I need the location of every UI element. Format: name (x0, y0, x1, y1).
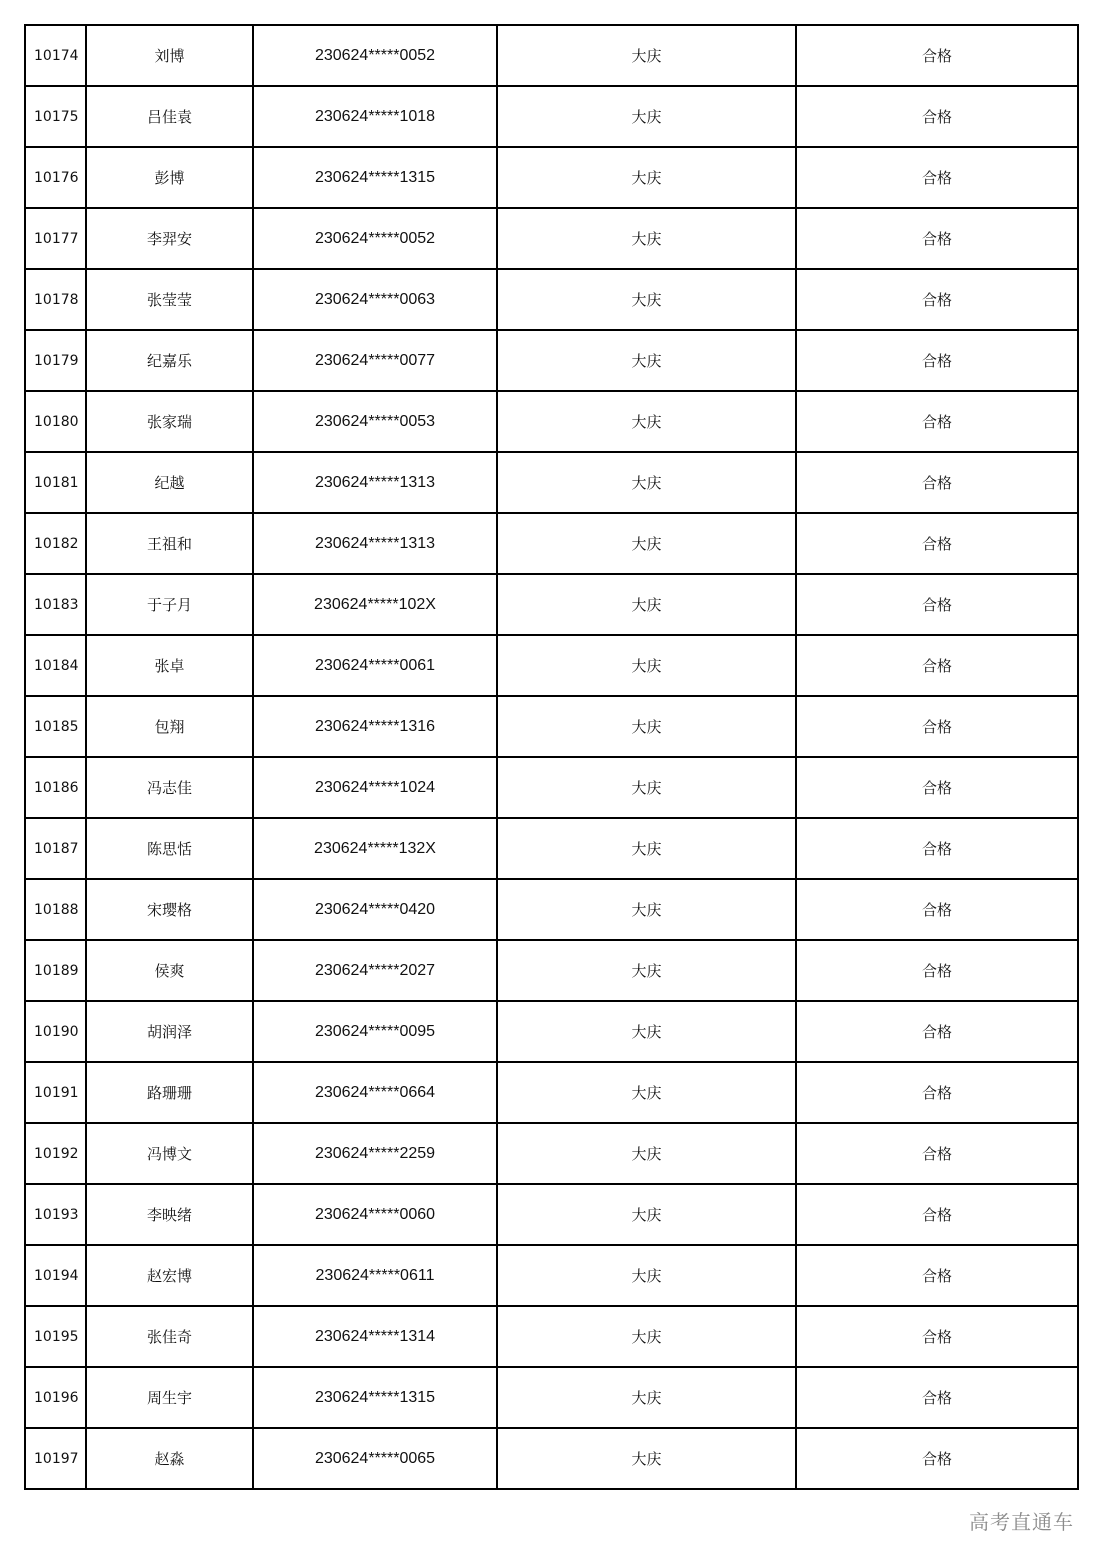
serial-number-cell: 10178 (25, 269, 86, 330)
city-cell: 大庆 (497, 940, 796, 1001)
serial-number-cell: 10185 (25, 696, 86, 757)
result-cell: 合格 (796, 757, 1078, 818)
results-table (24, 24, 1079, 1490)
id-number-cell: 230624*****0061 (253, 635, 497, 696)
result-cell: 合格 (796, 1001, 1078, 1062)
serial-number-cell: 10195 (25, 1306, 86, 1367)
city-cell: 大庆 (497, 757, 796, 818)
city-cell: 大庆 (497, 391, 796, 452)
city-cell: 大庆 (497, 1306, 796, 1367)
result-cell: 合格 (796, 1306, 1078, 1367)
result-cell: 合格 (796, 208, 1078, 269)
table-row (25, 391, 1078, 452)
id-number-cell: 230624*****2259 (253, 1123, 497, 1184)
name-cell: 张家瑞 (86, 391, 253, 452)
table-row (25, 147, 1078, 208)
result-cell: 合格 (796, 1123, 1078, 1184)
name-cell: 张莹莹 (86, 269, 253, 330)
result-cell: 合格 (796, 940, 1078, 1001)
name-cell: 陈思恬 (86, 818, 253, 879)
id-number-cell: 230624*****0065 (253, 1428, 497, 1489)
name-cell: 冯博文 (86, 1123, 253, 1184)
table-row (25, 635, 1078, 696)
city-cell: 大庆 (497, 1428, 796, 1489)
result-cell: 合格 (796, 391, 1078, 452)
serial-number-cell: 10188 (25, 879, 86, 940)
table-row (25, 208, 1078, 269)
name-cell: 冯志佳 (86, 757, 253, 818)
name-cell: 李羿安 (86, 208, 253, 269)
name-cell: 路珊珊 (86, 1062, 253, 1123)
id-number-cell: 230624*****1024 (253, 757, 497, 818)
name-cell: 赵淼 (86, 1428, 253, 1489)
id-number-cell: 230624*****132X (253, 818, 497, 879)
serial-number-cell: 10176 (25, 147, 86, 208)
serial-number-cell: 10190 (25, 1001, 86, 1062)
id-number-cell: 230624*****0420 (253, 879, 497, 940)
serial-number-cell: 10194 (25, 1245, 86, 1306)
result-cell: 合格 (796, 1062, 1078, 1123)
name-cell: 胡润泽 (86, 1001, 253, 1062)
city-cell: 大庆 (497, 452, 796, 513)
name-cell: 王祖和 (86, 513, 253, 574)
id-number-cell: 230624*****0063 (253, 269, 497, 330)
city-cell: 大庆 (497, 1001, 796, 1062)
table-row (25, 940, 1078, 1001)
id-number-cell: 230624*****1315 (253, 1367, 497, 1428)
id-number-cell: 230624*****0060 (253, 1184, 497, 1245)
id-number-cell: 230624*****0664 (253, 1062, 497, 1123)
serial-number-cell: 10192 (25, 1123, 86, 1184)
city-cell: 大庆 (497, 696, 796, 757)
table-row (25, 513, 1078, 574)
name-cell: 包翔 (86, 696, 253, 757)
result-cell: 合格 (796, 513, 1078, 574)
table-row (25, 269, 1078, 330)
city-cell: 大庆 (497, 208, 796, 269)
table-row (25, 86, 1078, 147)
city-cell: 大庆 (497, 269, 796, 330)
result-cell: 合格 (796, 330, 1078, 391)
table-row (25, 330, 1078, 391)
name-cell: 张佳奇 (86, 1306, 253, 1367)
city-cell: 大庆 (497, 147, 796, 208)
result-cell: 合格 (796, 635, 1078, 696)
id-number-cell: 230624*****1316 (253, 696, 497, 757)
table-row (25, 1062, 1078, 1123)
result-cell: 合格 (796, 86, 1078, 147)
id-number-cell: 230624*****2027 (253, 940, 497, 1001)
table-row (25, 696, 1078, 757)
table-row (25, 1306, 1078, 1367)
serial-number-cell: 10177 (25, 208, 86, 269)
table-row (25, 1001, 1078, 1062)
results-table-body (25, 25, 1078, 1489)
name-cell: 彭博 (86, 147, 253, 208)
city-cell: 大庆 (497, 1123, 796, 1184)
result-cell: 合格 (796, 1245, 1078, 1306)
serial-number-cell: 10197 (25, 1428, 86, 1489)
table-row (25, 1367, 1078, 1428)
watermark-text: 高考直通车 (969, 1510, 1074, 1534)
id-number-cell: 230624*****0052 (253, 25, 497, 86)
id-number-cell: 230624*****1313 (253, 513, 497, 574)
serial-number-cell: 10182 (25, 513, 86, 574)
id-number-cell: 230624*****102X (253, 574, 497, 635)
result-cell: 合格 (796, 818, 1078, 879)
name-cell: 纪嘉乐 (86, 330, 253, 391)
table-row (25, 452, 1078, 513)
result-cell: 合格 (796, 1428, 1078, 1489)
serial-number-cell: 10193 (25, 1184, 86, 1245)
serial-number-cell: 10174 (25, 25, 86, 86)
name-cell: 侯爽 (86, 940, 253, 1001)
id-number-cell: 230624*****0611 (253, 1245, 497, 1306)
id-number-cell: 230624*****0052 (253, 208, 497, 269)
result-cell: 合格 (796, 25, 1078, 86)
name-cell: 于子月 (86, 574, 253, 635)
serial-number-cell: 10186 (25, 757, 86, 818)
id-number-cell: 230624*****1313 (253, 452, 497, 513)
name-cell: 宋璎格 (86, 879, 253, 940)
name-cell: 吕佳袁 (86, 86, 253, 147)
result-cell: 合格 (796, 147, 1078, 208)
table-row (25, 818, 1078, 879)
serial-number-cell: 10181 (25, 452, 86, 513)
table-row (25, 1184, 1078, 1245)
serial-number-cell: 10183 (25, 574, 86, 635)
id-number-cell: 230624*****0095 (253, 1001, 497, 1062)
name-cell: 刘博 (86, 25, 253, 86)
city-cell: 大庆 (497, 513, 796, 574)
city-cell: 大庆 (497, 330, 796, 391)
id-number-cell: 230624*****1314 (253, 1306, 497, 1367)
table-row (25, 757, 1078, 818)
serial-number-cell: 10175 (25, 86, 86, 147)
result-cell: 合格 (796, 269, 1078, 330)
name-cell: 赵宏博 (86, 1245, 253, 1306)
id-number-cell: 230624*****1018 (253, 86, 497, 147)
id-number-cell: 230624*****1315 (253, 147, 497, 208)
table-row (25, 25, 1078, 86)
name-cell: 周生宇 (86, 1367, 253, 1428)
serial-number-cell: 10179 (25, 330, 86, 391)
result-cell: 合格 (796, 879, 1078, 940)
table-row (25, 879, 1078, 940)
id-number-cell: 230624*****0077 (253, 330, 497, 391)
serial-number-cell: 10191 (25, 1062, 86, 1123)
result-cell: 合格 (796, 1184, 1078, 1245)
serial-number-cell: 10180 (25, 391, 86, 452)
serial-number-cell: 10184 (25, 635, 86, 696)
name-cell: 纪越 (86, 452, 253, 513)
serial-number-cell: 10187 (25, 818, 86, 879)
table-row (25, 1123, 1078, 1184)
name-cell: 李映绪 (86, 1184, 253, 1245)
city-cell: 大庆 (497, 25, 796, 86)
name-cell: 张卓 (86, 635, 253, 696)
table-row (25, 1428, 1078, 1489)
city-cell: 大庆 (497, 1245, 796, 1306)
serial-number-cell: 10189 (25, 940, 86, 1001)
city-cell: 大庆 (497, 1184, 796, 1245)
id-number-cell: 230624*****0053 (253, 391, 497, 452)
result-cell: 合格 (796, 1367, 1078, 1428)
city-cell: 大庆 (497, 1367, 796, 1428)
table-row (25, 1245, 1078, 1306)
result-cell: 合格 (796, 452, 1078, 513)
city-cell: 大庆 (497, 1062, 796, 1123)
table-row (25, 574, 1078, 635)
city-cell: 大庆 (497, 86, 796, 147)
serial-number-cell: 10196 (25, 1367, 86, 1428)
city-cell: 大庆 (497, 635, 796, 696)
city-cell: 大庆 (497, 574, 796, 635)
result-cell: 合格 (796, 696, 1078, 757)
city-cell: 大庆 (497, 818, 796, 879)
city-cell: 大庆 (497, 879, 796, 940)
result-cell: 合格 (796, 574, 1078, 635)
